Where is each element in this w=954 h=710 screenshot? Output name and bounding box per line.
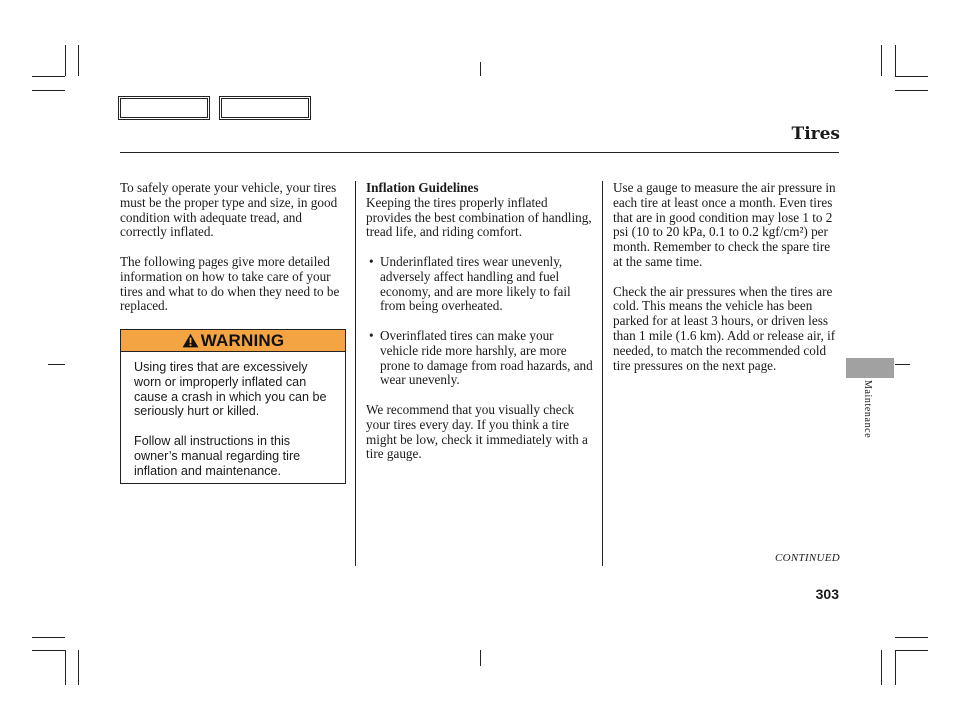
bullet-list	[366, 255, 594, 388]
warning-text-2: Follow all instructions in this owner’s manual regarding tire inflation and maintenance.	[134, 433, 301, 478]
cold-check-paragraph: Check the air pressures when the tires are cold. This means the vehicle has been parked for at least 3 hours, or driven less than 1 mile (1.6 km). Add or release air, if needed, to match the recommended cold tire pressures on the next page.	[613, 283, 836, 373]
continued-label: CONTINUED	[774, 552, 840, 564]
warning-triangle-icon	[182, 333, 199, 348]
warning-box	[120, 329, 346, 484]
middle-column	[366, 181, 594, 462]
column-divider-right	[602, 181, 603, 566]
section-tab-label: Maintenance	[862, 380, 873, 439]
section-tab[interactable]	[846, 358, 894, 378]
intro-paragraph: To safely operate your vehicle, your tires must be the proper type and size, in good condition with adequate tread, and correctly inflated.	[120, 180, 338, 240]
warning-text-1: Using tires that are excessively worn or improperly inflated can cause a crash in which you can be seriously hurt or killed.	[134, 360, 327, 419]
warning-body	[121, 352, 345, 478]
bullet-overinflated: Overinflated tires can make your vehicle ride more harshly, are more prone to damage from road hazards, and wear unevenly.	[380, 327, 593, 388]
nav-box-next[interactable]	[219, 96, 311, 120]
nav-box-previous[interactable]	[118, 96, 210, 120]
gauge-paragraph: Use a gauge to measure the air pressure in each tire at least once a month. Even tires that are in good condition may lose 1 to 2 psi (10 to 20 kPa, 0.1 to 0.2 kgf/cm²) per month. Remember to check the spare tire at the same time.	[613, 180, 836, 269]
left-column	[120, 181, 348, 314]
list-item: • Underinflated tires wear unevenly, adversely affect handling and fuel economy, and are more likely to fail from being overheated.	[369, 253, 571, 314]
warning-header	[121, 330, 345, 352]
page-title: Tires	[791, 124, 840, 144]
header-rule	[120, 152, 839, 153]
list-item: • Overinflated tires can make your vehicle ride more harshly, are more prone to damage from road hazards, and wear unevenly.	[369, 327, 593, 388]
section-heading: Inflation Guidelines	[366, 180, 479, 195]
recommendation-paragraph: We recommend that you visually check your tires every day. If you think a tire might be low, check it immediately with a tire gauge.	[366, 401, 588, 462]
inflation-intro: Keeping the tires properly inflated provides the best combination of handling, tread life, and riding comfort.	[366, 194, 592, 240]
info-paragraph: The following pages give more detailed information on how to take care of your tires and what to do when they need to be replaced.	[120, 253, 340, 314]
page-number: 303	[815, 586, 839, 602]
right-column	[613, 181, 841, 373]
column-divider-left	[355, 181, 356, 566]
bullet-underinflated: Underinflated tires wear unevenly, adversely affect handling and fuel economy, and are more likely to fail from being overheated.	[380, 253, 571, 314]
warning-label: WARNING	[200, 330, 285, 350]
